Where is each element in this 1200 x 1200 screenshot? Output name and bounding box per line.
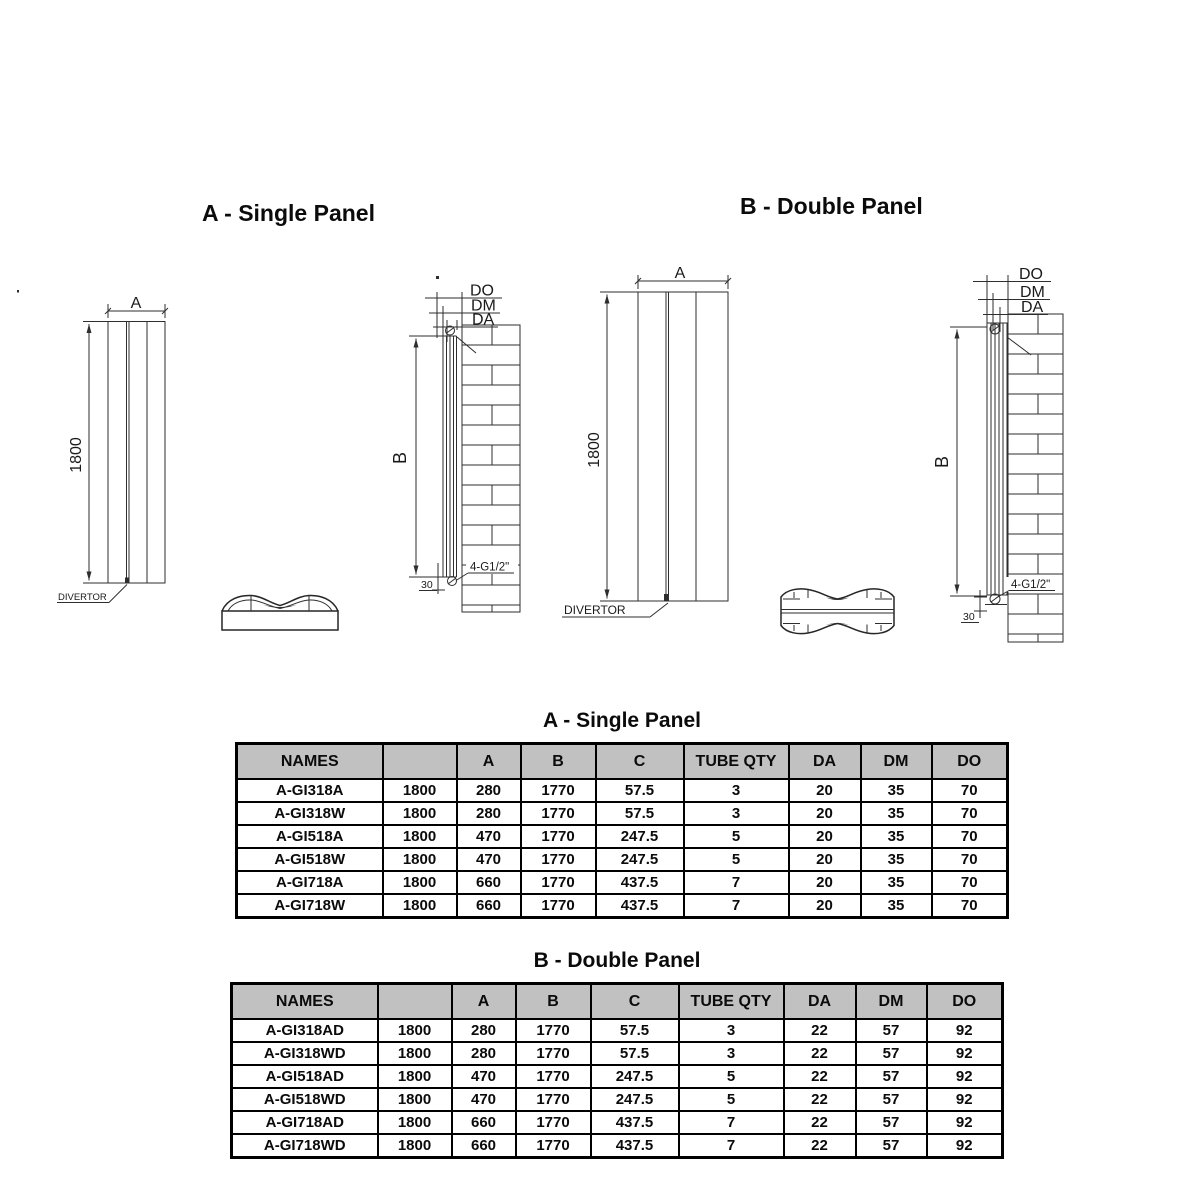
value-cell: 5: [679, 1065, 784, 1088]
value-cell: 1770: [521, 802, 596, 825]
value-cell: 1800: [378, 1111, 452, 1134]
value-cell: 92: [927, 1134, 1003, 1158]
drawing-title-double-panel: B - Double Panel: [740, 193, 923, 219]
value-cell: 1770: [521, 871, 596, 894]
value-cell: 22: [784, 1042, 856, 1065]
value-cell: 1770: [516, 1134, 591, 1158]
side-view-single-panel: [390, 283, 520, 613]
model-name-cell: A-GI518W: [237, 848, 383, 871]
value-cell: 5: [684, 825, 789, 848]
dm-dim-label: DM: [471, 297, 496, 315]
wall: [1008, 314, 1063, 642]
value-cell: 70: [932, 894, 1008, 918]
value-cell: 470: [452, 1088, 516, 1111]
value-cell: 437.5: [596, 871, 684, 894]
value-cell: 57.5: [591, 1019, 679, 1042]
value-cell: 57: [856, 1134, 927, 1158]
drawing-title-single-panel: A - Single Panel: [202, 200, 375, 226]
double-panel-spec-table: [230, 982, 1004, 1159]
value-cell: 437.5: [591, 1111, 679, 1134]
value-cell: 20: [789, 779, 861, 802]
da-dim-label: DA: [472, 311, 495, 329]
value-cell: 35: [861, 871, 932, 894]
value-cell: 660: [452, 1111, 516, 1134]
table-row: [232, 1019, 1003, 1042]
model-name-cell: A-GI718W: [237, 894, 383, 918]
value-cell: 1800: [378, 1042, 452, 1065]
height-dim-label: 1800: [586, 432, 603, 468]
table-row: [237, 825, 1008, 848]
value-cell: 35: [861, 825, 932, 848]
value-cell: 247.5: [591, 1088, 679, 1111]
height-dim-label: 1800: [68, 437, 85, 473]
value-cell: 280: [452, 1042, 516, 1065]
value-cell: 57: [856, 1019, 927, 1042]
value-cell: 660: [452, 1134, 516, 1158]
column-header-blank: [383, 744, 457, 780]
divertor-mark: [664, 594, 669, 601]
column-header-names: NAMES: [232, 984, 378, 1020]
column-header-dm: DM: [861, 744, 932, 780]
table-row: [237, 779, 1008, 802]
model-name-cell: A-GI718AD: [232, 1111, 378, 1134]
single-panel-section: [235, 709, 1009, 919]
value-cell: 57: [856, 1065, 927, 1088]
column-header-c: C: [596, 744, 684, 780]
connection-label: 4-G1/2": [470, 561, 510, 574]
value-cell: 1800: [383, 825, 457, 848]
value-cell: 1800: [383, 871, 457, 894]
value-cell: 20: [789, 871, 861, 894]
side-view-double-panel: [932, 266, 1063, 642]
column-header-names: NAMES: [237, 744, 383, 780]
value-cell: 7: [679, 1111, 784, 1134]
value-cell: 1770: [516, 1088, 591, 1111]
value-cell: 470: [457, 825, 521, 848]
value-cell: 437.5: [591, 1134, 679, 1158]
column-header-do: DO: [927, 984, 1003, 1020]
value-cell: 92: [927, 1111, 1003, 1134]
da-dim-label: DA: [1021, 299, 1044, 316]
value-cell: 660: [457, 894, 521, 918]
value-cell: 280: [452, 1019, 516, 1042]
width-dim-label: A: [130, 295, 142, 312]
value-cell: 35: [861, 802, 932, 825]
column-header-a: A: [457, 744, 521, 780]
column-header-tube-qty: TUBE QTY: [684, 744, 789, 780]
divertor-label: DIVERTOR: [564, 603, 626, 617]
front-view-single-panel: [57, 295, 168, 603]
value-cell: 22: [784, 1065, 856, 1088]
value-cell: 247.5: [596, 848, 684, 871]
single-panel-spec-table: [235, 742, 1009, 919]
table-row: [232, 1088, 1003, 1111]
cross-section-double-panel: [781, 589, 894, 634]
value-cell: 1800: [383, 802, 457, 825]
front-view-double-panel: [562, 265, 731, 617]
value-cell: 57: [856, 1111, 927, 1134]
value-cell: 280: [457, 779, 521, 802]
depth-dim-label: B: [932, 455, 952, 469]
value-cell: 3: [679, 1019, 784, 1042]
table-row: [232, 1134, 1003, 1158]
value-cell: 247.5: [596, 825, 684, 848]
value-cell: 22: [784, 1088, 856, 1111]
value-cell: 5: [679, 1088, 784, 1111]
value-cell: 57: [856, 1088, 927, 1111]
divertor-label: DIVERTOR: [58, 592, 107, 603]
value-cell: 247.5: [591, 1065, 679, 1088]
value-cell: 3: [679, 1042, 784, 1065]
table-title-single-panel: A - Single Panel: [543, 709, 701, 732]
column-header-blank: [378, 984, 452, 1020]
do-dim-label: DO: [470, 282, 494, 300]
brick-pattern: [1008, 314, 1063, 642]
value-cell: 1770: [516, 1065, 591, 1088]
value-cell: 280: [457, 802, 521, 825]
value-cell: 35: [861, 894, 932, 918]
depth-dim-label: B: [390, 451, 410, 465]
value-cell: 1770: [521, 779, 596, 802]
value-cell: 1800: [378, 1019, 452, 1042]
stray-mark: [17, 290, 19, 293]
value-cell: 1770: [521, 848, 596, 871]
value-cell: 20: [789, 802, 861, 825]
value-cell: 92: [927, 1065, 1003, 1088]
value-cell: 7: [684, 894, 789, 918]
bottom-offset-label: 30: [963, 611, 975, 623]
value-cell: 7: [684, 871, 789, 894]
column-header-do: DO: [932, 744, 1008, 780]
value-cell: 470: [457, 848, 521, 871]
value-cell: 57: [856, 1042, 927, 1065]
value-cell: 92: [927, 1042, 1003, 1065]
value-cell: 35: [861, 779, 932, 802]
dm-dim-label: DM: [1020, 284, 1045, 301]
value-cell: 1800: [378, 1088, 452, 1111]
column-header-dm: DM: [856, 984, 927, 1020]
double-panel-section: [230, 949, 1004, 1159]
table-title-double-panel: B - Double Panel: [533, 949, 701, 972]
column-header-da: DA: [789, 744, 861, 780]
value-cell: 57.5: [596, 779, 684, 802]
value-cell: 92: [927, 1019, 1003, 1042]
value-cell: 57.5: [596, 802, 684, 825]
value-cell: 1800: [378, 1065, 452, 1088]
value-cell: 20: [789, 848, 861, 871]
value-cell: 1770: [516, 1042, 591, 1065]
value-cell: 1800: [383, 894, 457, 918]
value-cell: 70: [932, 802, 1008, 825]
model-name-cell: A-GI518AD: [232, 1065, 378, 1088]
do-dim-label: DO: [1019, 266, 1043, 283]
value-cell: 70: [932, 825, 1008, 848]
column-header-b: B: [516, 984, 591, 1020]
width-dim-label: A: [674, 265, 686, 282]
stray-mark: [436, 276, 439, 279]
value-cell: 20: [789, 894, 861, 918]
table-row: [237, 848, 1008, 871]
connection-label: 4-G1/2": [1011, 579, 1051, 591]
value-cell: 1770: [521, 825, 596, 848]
value-cell: 1800: [383, 779, 457, 802]
column-header-b: B: [521, 744, 596, 780]
value-cell: 660: [457, 871, 521, 894]
value-cell: 20: [789, 825, 861, 848]
table-row: [237, 871, 1008, 894]
value-cell: 92: [927, 1088, 1003, 1111]
value-cell: 1800: [383, 848, 457, 871]
value-cell: 70: [932, 848, 1008, 871]
table-row: [237, 894, 1008, 918]
value-cell: 3: [684, 802, 789, 825]
table-row: [232, 1111, 1003, 1134]
column-header-tube-qty: TUBE QTY: [679, 984, 784, 1020]
value-cell: 1770: [516, 1019, 591, 1042]
model-name-cell: A-GI518WD: [232, 1088, 378, 1111]
value-cell: 70: [932, 779, 1008, 802]
value-cell: 70: [932, 871, 1008, 894]
value-cell: 22: [784, 1111, 856, 1134]
model-name-cell: A-GI718A: [237, 871, 383, 894]
divertor-mark: [125, 578, 129, 584]
value-cell: 5: [684, 848, 789, 871]
bottom-offset-label: 30: [421, 579, 433, 591]
table-row: [232, 1065, 1003, 1088]
column-header-a: A: [452, 984, 516, 1020]
column-header-c: C: [591, 984, 679, 1020]
model-name-cell: A-GI318AD: [232, 1019, 378, 1042]
table-row: [232, 1042, 1003, 1065]
value-cell: 1800: [378, 1134, 452, 1158]
model-name-cell: A-GI318W: [237, 802, 383, 825]
cross-section-single-panel: [222, 595, 338, 630]
model-name-cell: A-GI318A: [237, 779, 383, 802]
value-cell: 1770: [521, 894, 596, 918]
model-name-cell: A-GI518A: [237, 825, 383, 848]
value-cell: 22: [784, 1134, 856, 1158]
value-cell: 3: [684, 779, 789, 802]
model-name-cell: A-GI318WD: [232, 1042, 378, 1065]
value-cell: 7: [679, 1134, 784, 1158]
model-name-cell: A-GI718WD: [232, 1134, 378, 1158]
value-cell: 437.5: [596, 894, 684, 918]
value-cell: 1770: [516, 1111, 591, 1134]
value-cell: 22: [784, 1019, 856, 1042]
table-row: [237, 802, 1008, 825]
value-cell: 470: [452, 1065, 516, 1088]
value-cell: 35: [861, 848, 932, 871]
column-header-da: DA: [784, 984, 856, 1020]
value-cell: 57.5: [591, 1042, 679, 1065]
